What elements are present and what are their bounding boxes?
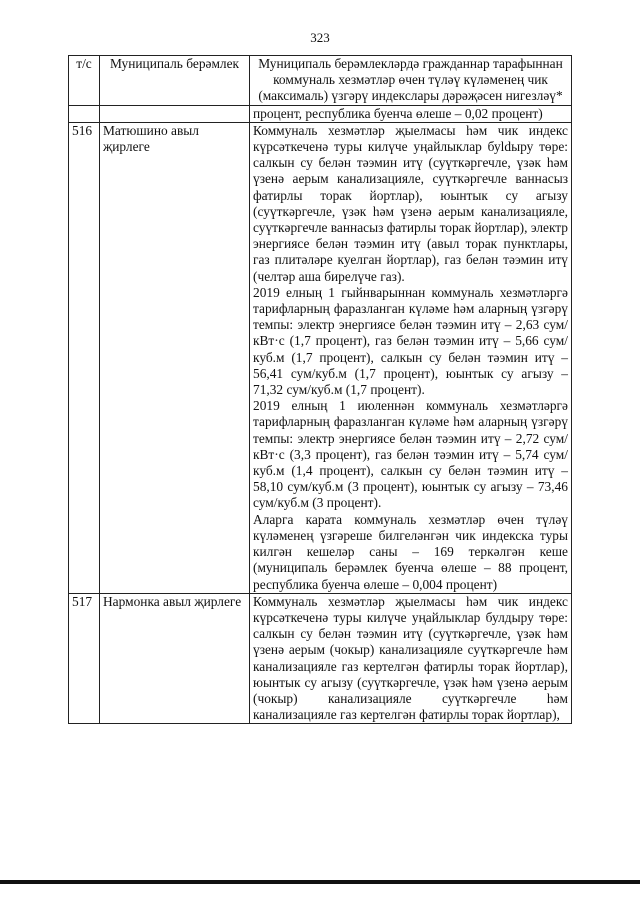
header-basis: Муниципаль берәмлекләрдә гражданнар тарафыннан коммуналь хезмәтләр өчен түләү күләменең чик (максималь) үзгәрү индекслары дәрәҗәсен нигезләү* — [250, 56, 572, 106]
table-row — [69, 122, 572, 593]
row-municipality: Матюшино авыл җирлеге — [100, 122, 250, 593]
paragraph: Коммуналь хезмәтләр җыелмасы һәм чик индекс күрсәткеченә туры килүче уңайлыклар булдыру төре: салкын су белән тәэмин итү (суүткәргечле, үзәк һәм үзенә аерым (чокыр) канализацияле суүткәргечле һәм канализацияле газ кертелгән фатирлы торак йортлар), юынтык су агызу (суүткәргечле, үзәк һәм үзенә аерым (чокыр) канализацияле суүткәргечле һәм канализацияле газ кертелгән фатирлы торак йортлар), — [253, 593, 568, 723]
row-num: 517 — [69, 593, 100, 724]
table-row — [69, 105, 572, 122]
header-municipality: Муниципаль берәмлек — [100, 56, 250, 106]
row-basis — [250, 105, 572, 122]
table-header-row — [69, 56, 572, 106]
paragraph: процент, республика буенча өлеше – 0,02 процент) — [253, 105, 543, 121]
row-municipality: Нармонка авыл җирлеге — [100, 593, 250, 724]
row-num — [69, 105, 100, 122]
row-basis — [250, 122, 572, 593]
paragraph: 2019 елның 1 гыйнварыннан коммуналь хезмәтләргә тарифларның фаразланган күләме һәм аларның үзгәрү темпы: электр энергиясе белән тәэмин итү – 2,63 сум/кВт·с (1,7 процент), газ белән тәэмин итү – 5,66 сум/куб.м (1,7 процент), салкын су белән тәэмин итү – 56,41 сум/куб.м (1,7 процент), юынтык су агызу – 71,32 сум/куб.м (1,7 процент). — [253, 284, 568, 398]
row-municipality — [100, 105, 250, 122]
paragraph: 2019 елның 1 июленнән коммуналь хезмәтләргә тарифларның фаразланган күләме һәм аларның үзгәрү темпы: электр энергиясе белән тәэмин итү – 2,72 сум/кВт·с (3,3 процент), газ белән тәэмин итү – 5,74 сум/куб.м (1,4 процент), салкын су белән тәэмин итү – 58,10 сум/куб.м (3 процент), юынтык су агызу – 73,46 сум/куб.м (3 процент). — [253, 398, 568, 511]
header-num: т/с — [69, 56, 100, 106]
paragraph: Аларга карата коммуналь хезмәтләр өчен түләү күләменең үзгәреше билгеләнгән чик индекска туры килгән кешеләр саны – 169 теркәлгән кеше (муниципаль берәмлек буенча өлеше – 88 процент, республика буенча өлеше – 0,004 процент) — [253, 511, 568, 592]
tariff-table — [68, 55, 572, 724]
row-num: 516 — [69, 122, 100, 593]
row-basis — [250, 593, 572, 724]
table-row — [69, 593, 572, 724]
paragraph: Коммуналь хезмәтләр җыелмасы һәм чик индекс күрсәткеченә туры килүче уңайлыклар буldыру төре: салкын су белән тәэмин итү (суүткәргечле, үзәк һәм үзенә аерым канализацияле, суүткәргечле ваннасыз фатирлы торак йортлар), юынтык су агызу (суүткәргечле, үзәк һәм үзенә аерым канализацияле, суүткәргечле ваннасыз фатирлы торак йортлар), электр энергиясе белән тәэмин итү (авыл торак пунктлары, газ плитәләре куелган йортлар), газ белән тәэмин итү (челтәр аша бирелүче газ). — [253, 122, 568, 284]
page-number: 323 — [310, 30, 330, 45]
bottom-rule — [0, 880, 640, 884]
